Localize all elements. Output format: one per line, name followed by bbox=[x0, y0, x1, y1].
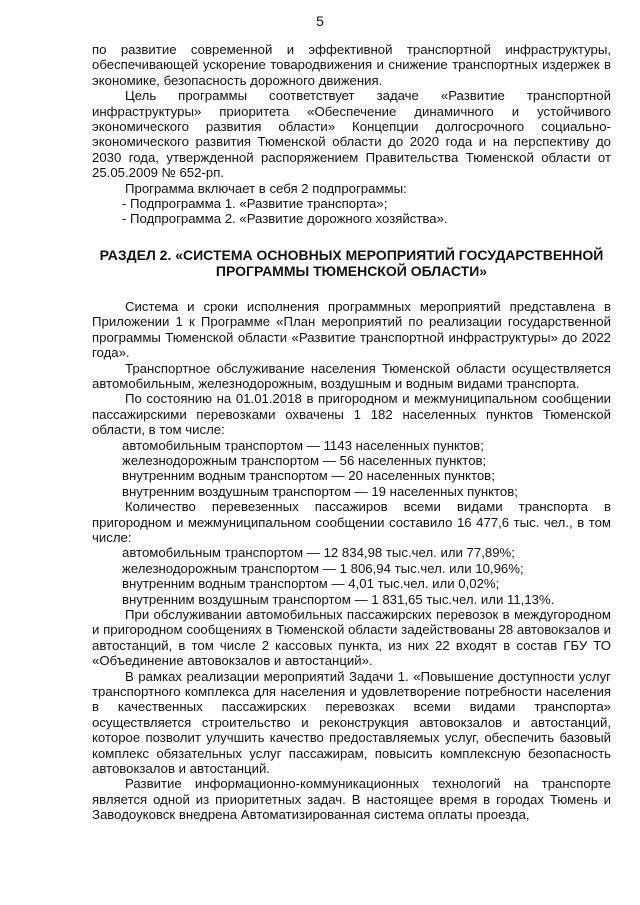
passenger-item: железнодорожным транспортом — 1 806,94 тыс.чел. или 10,96%; bbox=[122, 560, 524, 576]
paragraph-task: В рамках реализации мероприятий Задачи 1. «Повышение доступности услуг транспортного комплекса для населения и удовлетворение потребности населения в качественных пассажирских перевозках всеми видами транспорта» осуществляется строительство и реконструкция автовокзалов и автостанций, которое позволит улучшить качество предоставляемых услуг, обеспечить базовый комплекс обязательных услуг пассажирам, повысить комплексную безопасность автовокзалов и автостанций. bbox=[92, 668, 611, 777]
paragraph-system: Система и сроки исполнения программных мероприятий представлена в Приложении 1 к Программе «План мероприятий по реализации государственной программы Тюменской области «Развитие транспортной инфраструктуры» до 2022 года». bbox=[92, 298, 611, 361]
paragraph-goal: Цель программы соответствует задаче «Развитие транспортной инфраструктуры» приоритета «Обеспечение динамичного и устойчивого экономического развития области» Концепции долгосрочного социально-экономического развития Тюменской области до 2020 года и на перспективу до 2030 года, утвержденной распоряжением Правительства Тюменской области от 25.05.2009 № 652-рп. bbox=[92, 88, 611, 181]
section-heading: РАЗДЕЛ 2. «СИСТЕМА ОСНОВНЫХ МЕРОПРИЯТИЙ ГОСУДАРСТВЕННОЙ ПРОГРАММЫ ТЮМЕНСКОЙ ОБЛАСТИ» bbox=[99, 246, 604, 279]
coverage-item: автомобильным транспортом — 1143 населенных пунктов; bbox=[122, 437, 484, 453]
passenger-item: внутренним воздушным транспортом — 1 831,65 тыс.чел. или 11,13%. bbox=[122, 591, 555, 607]
passenger-item: внутренним водным транспортом — 4,01 тыс.чел. или 0,02%; bbox=[122, 576, 500, 592]
paragraph-coverage: По состоянию на 01.01.2018 в пригородном и межмуниципальном сообщении пассажирскими перевозками охвачены 1 182 населенных пунктов Тюменской области, в том числе: bbox=[92, 391, 611, 438]
coverage-item: внутренним воздушным транспортом — 19 населенных пунктов; bbox=[122, 483, 518, 499]
coverage-item: внутренним водным транспортом — 20 населенных пунктов; bbox=[122, 468, 495, 484]
paragraph-bus-stations: При обслуживании автомобильных пассажирских перевозок в междугородном и пригородном сообщениях в Тюменской области задействованы 28 автовокзалов и автостанций, в том числе 2 кассовых пункта, из них 22 входят в состав ГБУ ТО «Объединение автовокзалов и автостанций». bbox=[92, 607, 611, 669]
coverage-item: железнодорожным транспортом — 56 населенных пунктов; bbox=[122, 452, 487, 468]
passenger-item: автомобильным транспортом — 12 834,98 тыс.чел. или 77,89%; bbox=[122, 545, 515, 561]
paragraph-transport: Транспортное обслуживание населения Тюменской области осуществляется автомобильным, железнодорожным, воздушным и водным видами транспорта. bbox=[92, 360, 611, 391]
paragraph-it: Развитие информационно-коммуникационных технологий на транспорте является одной из приоритетных задач. В настоящее время в городах Тюмень и Заводоуковск внедрена Автоматизированная система оплаты проезда, bbox=[92, 776, 611, 823]
document-body bbox=[92, 42, 611, 823]
subprogram-item: - Подпрограмма 2. «Развитие дорожного хозяйства». bbox=[122, 211, 448, 227]
page-number: 5 bbox=[316, 13, 324, 29]
paragraph-passengers: Количество перевезенных пассажиров всеми видами транспорта в пригородном и межмуниципальном сообщении составило 16 477,6 тыс. чел., в том числе: bbox=[92, 499, 611, 545]
subprogram-item: - Подпрограмма 1. «Развитие транспорта»; bbox=[122, 196, 388, 212]
paragraph-subprograms-intro: Программа включает в себя 2 подпрограммы: bbox=[125, 180, 407, 196]
paragraph-infrastructure: по развитие современной и эффективной транспортной инфраструктуры, обеспечивающей ускорение товародвижения и снижение транспортных издержек в экономике, безопасность дорожного движения. bbox=[92, 42, 611, 88]
